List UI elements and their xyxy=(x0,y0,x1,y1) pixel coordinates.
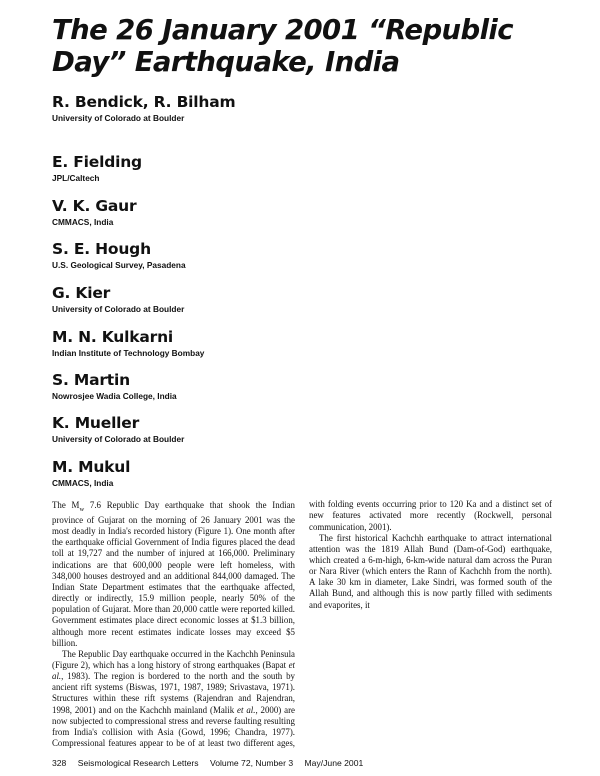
paper-title: The 26 January 2001 “Republic Day” Earthquake, India xyxy=(52,14,513,78)
body-column-right xyxy=(309,500,552,750)
author-name: R. Bendick, R. Bilham xyxy=(52,93,236,111)
body-paragraph xyxy=(52,500,295,649)
body-text: The M xyxy=(52,500,80,510)
author-block xyxy=(52,240,572,271)
author-affiliation: University of Colorado at Boulder xyxy=(52,304,185,314)
magnitude-subscript: w xyxy=(79,505,85,513)
author-block xyxy=(52,93,572,124)
author-block xyxy=(52,458,572,489)
body-text: 7.6 Republic Day earthquake that shook the Indian province of Gujarat on the morning of 26 January 2001 was the most deadly in India's recorded history (Figure 1). One month after the earthquake official Government of India figures placed the dead toll at 19,727 and the number of injured at 166,000. Preliminary indications are that 600,000 people were left homeless, with 348,000 houses destroyed and an additional 844,000 damaged. The Indian State Department estimates that the earthquake affected, directly or indirectly, 15.9 million people, nearly 50% of the population of Gujarat. More than 20,000 cattle were reported killed. Government estimates place direct economic losses at $1.3 billion, although more recent estimates indicate losses may exceed $5 billion. xyxy=(52,500,295,648)
author-block xyxy=(52,153,572,184)
body-text: , 1983). The region is bordered to the north and the south by ancient rift systems (Biswas, 1971, 1987, 1989; Srivastava, 1971). Structures within these rift systems (Rajendran and Rajendran, 1998, 2001) and on the Kachchh mainland (Malik xyxy=(52,671,295,715)
author-block xyxy=(52,414,572,445)
page-footer xyxy=(52,758,572,768)
author-affiliation: Indian Institute of Technology Bombay xyxy=(52,348,205,358)
body-flow-continued xyxy=(309,500,552,611)
journal-name: Seismological Research Letters xyxy=(77,758,199,768)
author-affiliation: JPL/Caltech xyxy=(52,173,100,183)
author-affiliation: U.S. Geological Survey, Pasadena xyxy=(52,260,186,270)
body-paragraph xyxy=(52,649,295,750)
author-block xyxy=(52,197,572,228)
author-name: K. Mueller xyxy=(52,414,140,432)
body-column-left xyxy=(52,500,295,750)
author-name: G. Kier xyxy=(52,284,111,302)
body-text: The Republic Day earthquake occurred in the Kachchh Peninsula (Figure 2), which has a long history of strong earthquakes (Bapat xyxy=(52,648,295,670)
author-block xyxy=(52,284,572,315)
author-affiliation: Nowrosjee Wadia College, India xyxy=(52,391,177,401)
author-affiliation: University of Colorado at Boulder xyxy=(52,113,185,123)
journal-volume: Volume 72, Number 3 xyxy=(209,758,294,768)
author-affiliation: CMMACS, India xyxy=(52,217,114,227)
author-name: M. Mukul xyxy=(52,458,131,476)
issue-date: May/June 2001 xyxy=(304,758,364,768)
body-text: et al. xyxy=(52,659,295,682)
body-text: with folding events occurring prior to 120 Ka and a distinct set of new features activated more recently (Rockwell, personal communication, 2001). xyxy=(309,500,552,532)
author-name: S. Martin xyxy=(52,371,130,389)
author-name: V. K. Gaur xyxy=(52,197,137,215)
author-name: S. E. Hough xyxy=(52,240,151,258)
author-name: M. N. Kulkarni xyxy=(52,328,174,346)
author-block xyxy=(52,328,572,359)
body-paragraph: The first historical Kachchh earthquake to attract international attention was the 1819 Allah Bund (Dam-of-God) earthquake, which created a 6-m-high, 6-km-wide natural dam across the Puran or Nara River (which enters the Rann of Kachchh from the north). A lake 30 km in diameter, Lake Sindri, was formed south of the Allah Bund, and although this is now partly filled with sediments and evaporites, it xyxy=(309,532,552,610)
page-number: 328 xyxy=(52,758,67,768)
author-block xyxy=(52,371,572,402)
author-affiliation: CMMACS, India xyxy=(52,478,114,488)
author-affiliation: University of Colorado at Boulder xyxy=(52,434,185,444)
author-name: E. Fielding xyxy=(52,153,142,171)
body-paragraph xyxy=(309,500,552,533)
body-text: , 2000) are now subjected to compressional stress and reverse faulting resulting from India's collision with Asia (Gowd, 1996; Chandra, 1977). Compressional features appear to be of at least two different ages, xyxy=(52,704,295,749)
body-text: et al. xyxy=(237,704,256,715)
body-flow xyxy=(52,500,295,750)
